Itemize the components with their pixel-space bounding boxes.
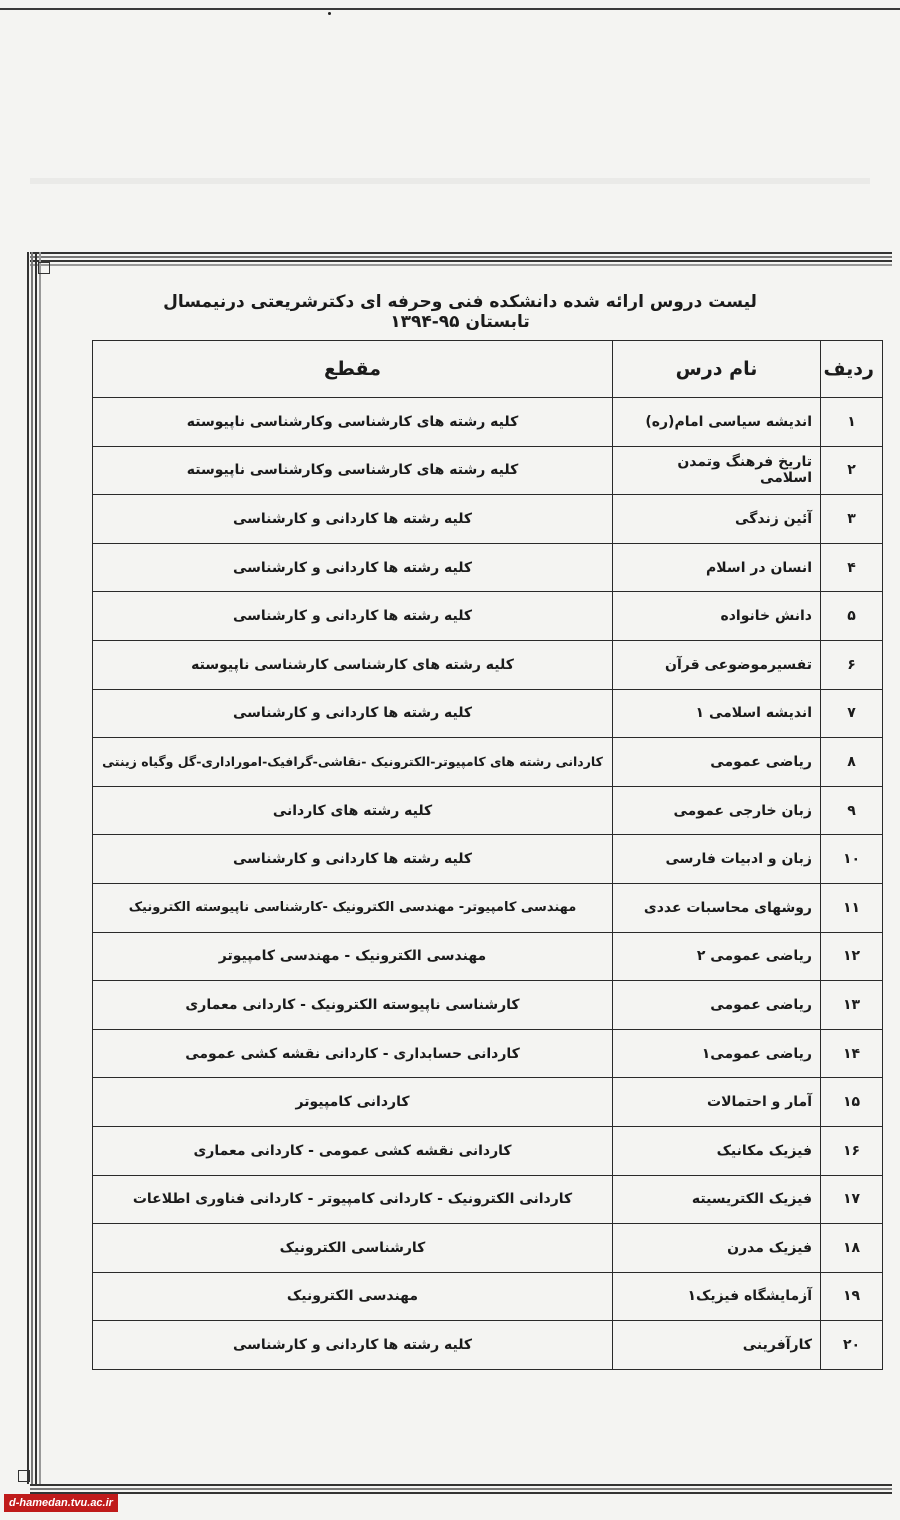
table-row	[93, 1078, 883, 1127]
header-row-number: ردیف	[821, 341, 883, 398]
course-name: انسان در اسلام	[613, 543, 821, 592]
course-name: ریاضی عمومی	[613, 981, 821, 1030]
course-name: روشهای محاسبات عددی	[613, 883, 821, 932]
course-name: ریاضی عمومی ۲	[613, 932, 821, 981]
table-row	[93, 786, 883, 835]
course-name: زبان خارجی عمومی	[613, 786, 821, 835]
table-header-row	[93, 341, 883, 398]
course-level: کارشناسی ناپیوسته الکترونیک - کاردانی معماری	[93, 981, 613, 1030]
document-title: لیست دروس ارائه شده دانشکده فنی وحرفه ای دکترشریعتی درنیمسال تابستان ۹۵-۱۳۹۴	[163, 292, 757, 332]
course-level: کلیه رشته ها کاردانی و کارشناسی	[93, 495, 613, 544]
faint-scan-shadow	[30, 178, 870, 184]
row-number: ۹	[821, 786, 883, 835]
row-number: ۱۲	[821, 932, 883, 981]
course-level: کارشناسی الکترونیک	[93, 1224, 613, 1273]
header-course-name: نام درس	[613, 341, 821, 398]
course-level: کلیه رشته ها کاردانی و کارشناسی	[93, 592, 613, 641]
row-number: ۱۷	[821, 1175, 883, 1224]
course-level: کلیه رشته ها کاردانی و کارشناسی	[93, 689, 613, 738]
course-level: کاردانی نقشه کشی عمومی - کاردانی معماری	[93, 1126, 613, 1175]
course-name: فیزیک الکتریسیته	[613, 1175, 821, 1224]
table-row	[93, 495, 883, 544]
row-number: ۷	[821, 689, 883, 738]
row-number: ۲	[821, 446, 883, 495]
course-name: کارآفرینی	[613, 1321, 821, 1370]
row-number: ۲۰	[821, 1321, 883, 1370]
frame-corner-ornament	[38, 262, 50, 274]
course-level: کاردانی الکترونیک - کاردانی کامپیوتر - کاردانی فناوری اطلاعات	[93, 1175, 613, 1224]
row-number: ۱	[821, 398, 883, 447]
course-level: کلیه رشته های کاردانی	[93, 786, 613, 835]
table-row	[93, 1126, 883, 1175]
course-name: فیزیک مکانیک	[613, 1126, 821, 1175]
top-scan-edge	[0, 8, 900, 10]
course-name: ریاضی عمومی۱	[613, 1029, 821, 1078]
row-number: ۶	[821, 640, 883, 689]
table-row	[93, 1272, 883, 1321]
course-name: تفسیرموضوعی قرآن	[613, 640, 821, 689]
table-row	[93, 446, 883, 495]
table-row	[93, 932, 883, 981]
page-frame-left	[27, 252, 29, 1484]
course-name: زبان و ادبیات فارسی	[613, 835, 821, 884]
page-frame-top	[30, 252, 892, 254]
table-row	[93, 835, 883, 884]
course-name: آزمایشگاه فیزیک۱	[613, 1272, 821, 1321]
course-level: کاردانی کامپیوتر	[93, 1078, 613, 1127]
table-row	[93, 689, 883, 738]
row-number: ۱۱	[821, 883, 883, 932]
course-level: کلیه رشته ها کاردانی و کارشناسی	[93, 835, 613, 884]
row-number: ۳	[821, 495, 883, 544]
table-row	[93, 738, 883, 787]
course-level: کاردانی رشته های کامپیوتر-الکترونیک -نقاشی-گرافیک-اموراداری-گل وگیاه زینتی	[93, 738, 613, 787]
table-row	[93, 640, 883, 689]
course-level: کلیه رشته های کارشناسی وکارشناسی ناپیوسته	[93, 398, 613, 447]
course-level: کلیه رشته ها کاردانی و کارشناسی	[93, 543, 613, 592]
course-name: اندیشه اسلامی ۱	[613, 689, 821, 738]
header-level: مقطع	[93, 341, 613, 398]
row-number: ۱۰	[821, 835, 883, 884]
row-number: ۱۶	[821, 1126, 883, 1175]
table-row	[93, 1175, 883, 1224]
course-level: کلیه رشته های کارشناسی کارشناسی ناپیوسته	[93, 640, 613, 689]
course-name: فیزیک مدرن	[613, 1224, 821, 1273]
course-name: آمار و احتمالات	[613, 1078, 821, 1127]
course-name: دانش خانواده	[613, 592, 821, 641]
course-level: کلیه رشته ها کاردانی و کارشناسی	[93, 1321, 613, 1370]
course-level: کاردانی حسابداری - کاردانی نقشه کشی عمومی	[93, 1029, 613, 1078]
row-number: ۸	[821, 738, 883, 787]
row-number: ۱۳	[821, 981, 883, 1030]
course-level: مهندسی الکترونیک	[93, 1272, 613, 1321]
course-level: مهندسی کامپیوتر- مهندسی الکترونیک -کارشناسی ناپیوسته الکترونیک	[93, 883, 613, 932]
row-number: ۱۸	[821, 1224, 883, 1273]
scan-dot	[328, 12, 331, 15]
course-name: اندیشه سیاسی امام(ره)	[613, 398, 821, 447]
page-frame-bottom	[30, 1484, 892, 1486]
courses-table	[92, 340, 883, 1370]
course-name: ریاضی عمومی	[613, 738, 821, 787]
table-row	[93, 1224, 883, 1273]
table-row	[93, 592, 883, 641]
table-row	[93, 1029, 883, 1078]
course-name: تاریخ فرهنگ وتمدن اسلامی	[613, 446, 821, 495]
row-number: ۴	[821, 543, 883, 592]
row-number: ۱۹	[821, 1272, 883, 1321]
site-watermark-badge: d-hamedan.tvu.ac.ir	[4, 1494, 118, 1512]
course-level: مهندسی الکترونیک - مهندسی کامپیوتر	[93, 932, 613, 981]
row-number: ۱۵	[821, 1078, 883, 1127]
table-row	[93, 543, 883, 592]
course-name: آئین زندگی	[613, 495, 821, 544]
table-row	[93, 883, 883, 932]
course-level: کلیه رشته های کارشناسی وکارشناسی ناپیوسته	[93, 446, 613, 495]
row-number: ۱۴	[821, 1029, 883, 1078]
table-row	[93, 1321, 883, 1370]
table-row	[93, 398, 883, 447]
frame-corner-ornament	[18, 1470, 30, 1482]
table-row	[93, 981, 883, 1030]
row-number: ۵	[821, 592, 883, 641]
